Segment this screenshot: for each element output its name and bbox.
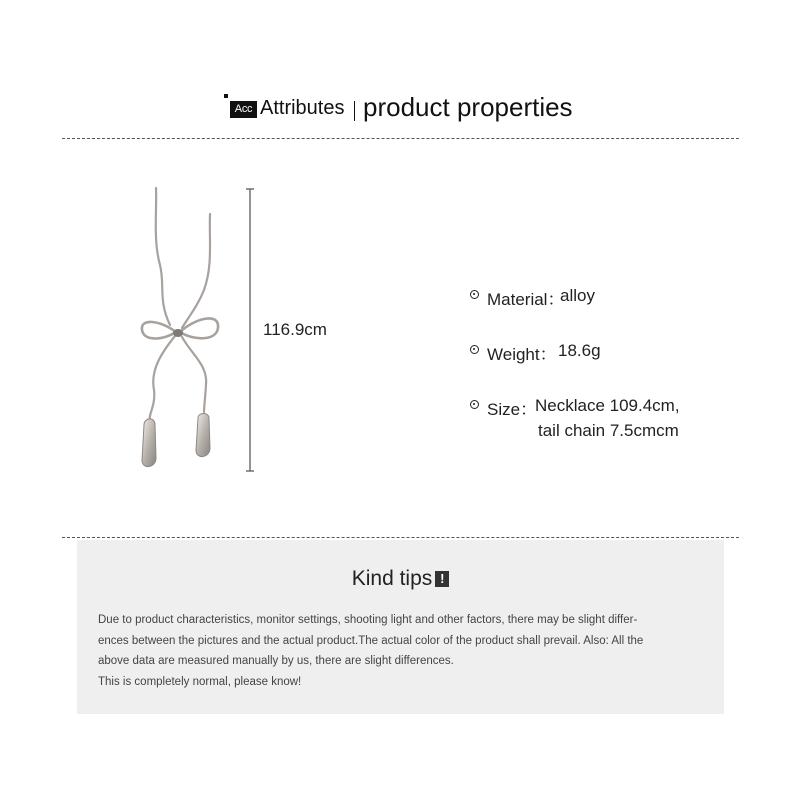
header-dot-icon [224,94,228,98]
attributes-label: Attributes [260,97,345,119]
circle-dot-icon [470,290,479,299]
length-label: 116.9cm [263,320,327,339]
circle-dot-icon [470,345,479,354]
section-header [0,88,800,132]
length-measure-line [240,188,260,472]
tips-line: This is completely normal, please know! [98,675,302,688]
kind-tips-panel [77,540,724,714]
tips-title-text: Kind tips [351,567,433,591]
tips-line: above data are measured manually by us, there are slight differences. [98,655,454,667]
spec-value: Necklace 109.4cm, [535,396,680,415]
exclamation-icon: ! [435,571,449,587]
dashed-divider-top [62,138,739,139]
spec-label: Size： [487,400,538,419]
acc-badge: Acc [230,101,257,118]
spec-value: 18.6g [558,341,601,360]
tips-body [98,610,710,692]
dashed-divider-bottom [62,537,739,538]
tips-line: Due to product characteristics, monitor settings, shooting light and other factors, there may be slight differ- [98,614,638,626]
spec-label: Material： [487,290,565,309]
header-divider [354,101,355,121]
page-title: product properties [363,92,573,122]
tips-line: ences between the pictures and the actual product.The actual color of the product shall prevail. Also: All the [98,634,644,647]
tips-title [77,567,724,591]
circle-dot-icon [470,400,479,409]
spec-label: Weight： [487,345,557,364]
product-image [120,180,240,480]
spec-value-line2: tail chain 7.5cmcm [538,421,679,440]
spec-value: alloy [560,286,595,305]
